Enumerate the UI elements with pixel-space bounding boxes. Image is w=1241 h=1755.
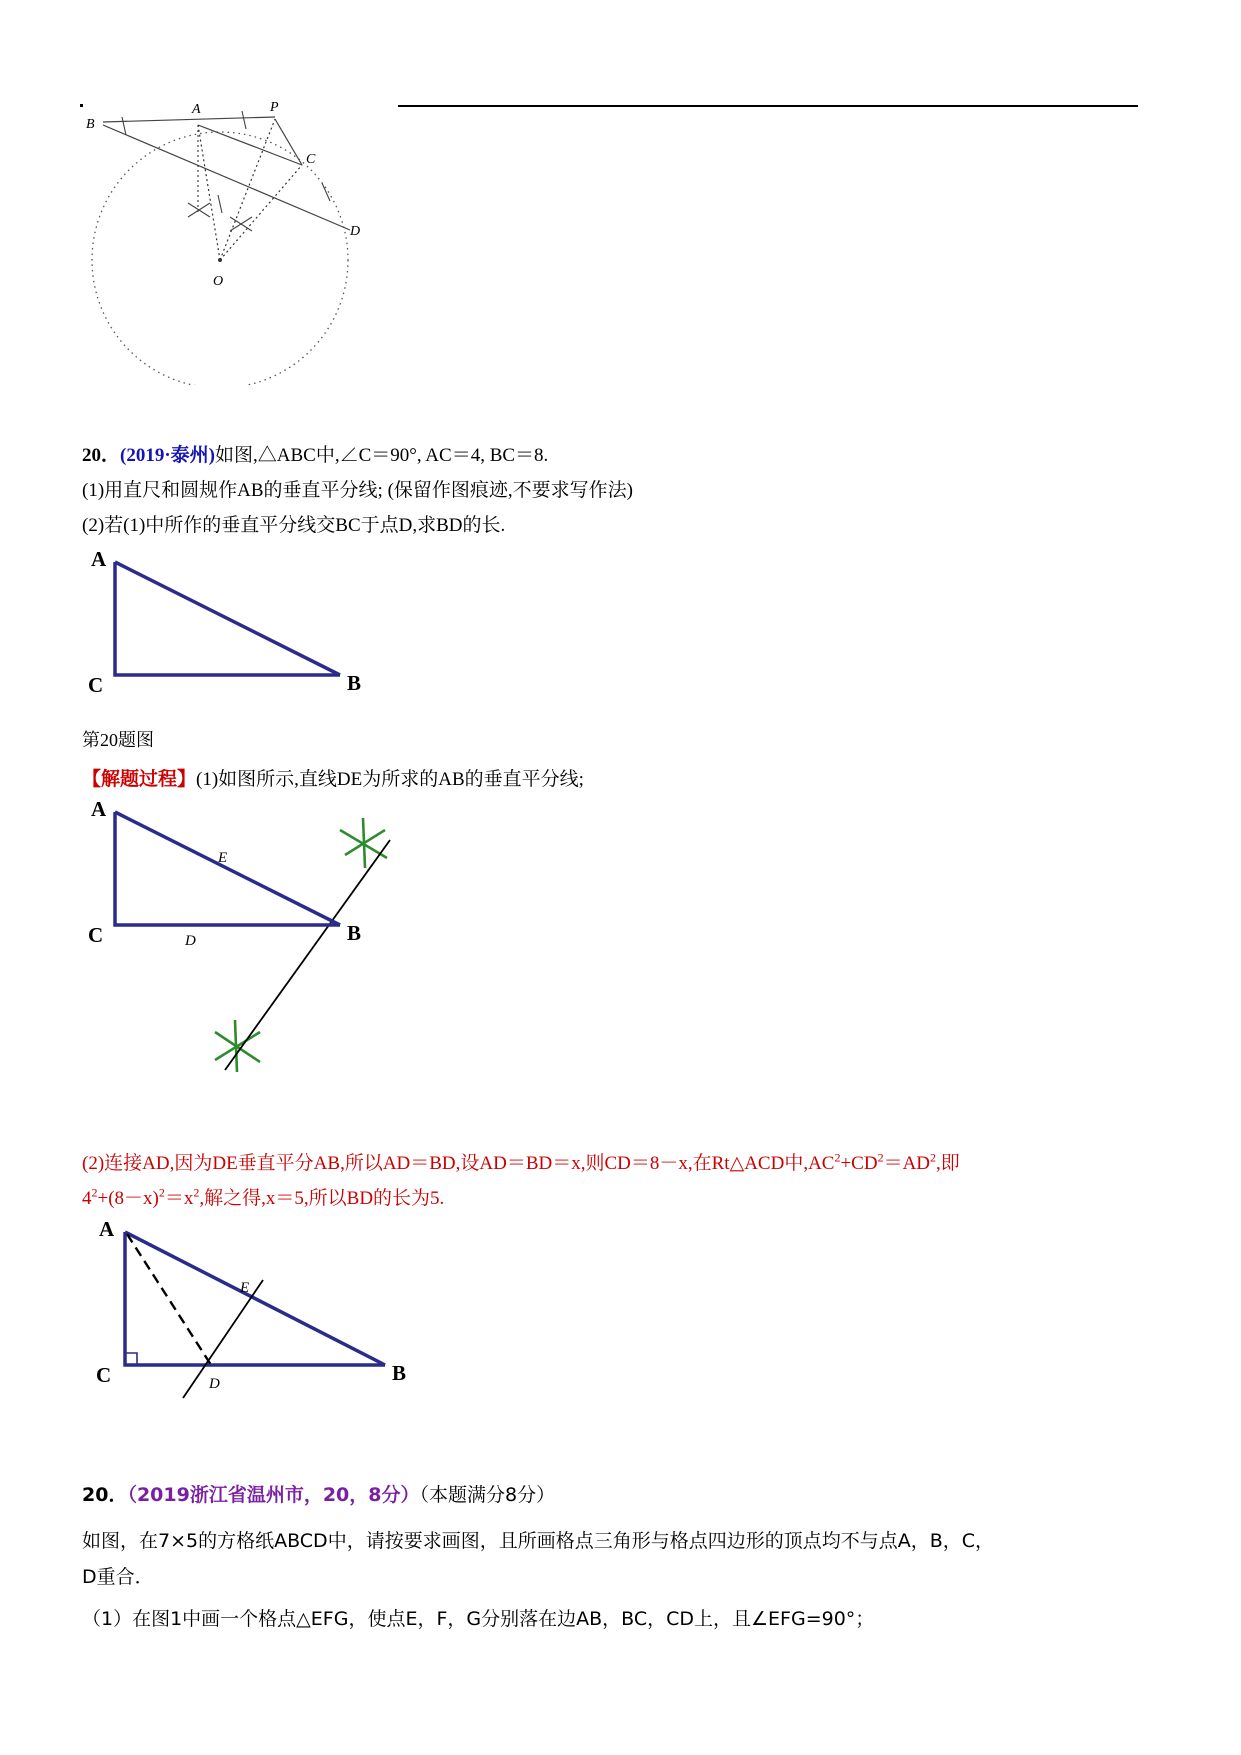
solution-3-sup1: 2 <box>91 1185 98 1200</box>
figure-perpendicular-bisector <box>85 800 425 1090</box>
problem20-wenzhou-header <box>82 1480 555 1507</box>
solution-3-part1: 4 <box>82 1188 92 1209</box>
svg-text:E: E <box>240 1280 250 1296</box>
solution-2-part3: ＝AD <box>883 1153 931 1174</box>
problem-number-wenzhou: 20． <box>82 1484 128 1506</box>
solution-text-2 <box>82 1148 960 1175</box>
problem20-wenzhou-line3: （1）在图1中画一个格点△EFG，使点E，F，G分别落在边AB，BC，CD上，且∠EFG=90°； <box>82 1608 875 1630</box>
svg-text:B: B <box>347 921 362 945</box>
problem20-taizhou-header <box>82 440 548 467</box>
problem20-part1: (1)用直尺和圆规作AB的垂直平分线; (保留作图痕迹,不要求写作法) <box>82 480 633 501</box>
solution-2-sup2: 2 <box>877 1150 884 1165</box>
svg-text:C: C <box>306 152 316 167</box>
problem-number: 20． <box>82 445 121 466</box>
svg-text:C: C <box>88 923 104 947</box>
svg-text:A: A <box>91 800 107 821</box>
solution-2-sup3: 2 <box>930 1150 937 1165</box>
svg-text:D: D <box>209 1376 220 1392</box>
header-rule <box>398 105 1138 107</box>
svg-text:A: A <box>99 1220 115 1241</box>
svg-text:B: B <box>392 1361 407 1385</box>
solution-text-3 <box>82 1183 444 1210</box>
solution-2-part1: (2)连接AD,因为DE垂直平分AB,所以AD＝BD,设AD＝BD＝x,则CD＝8－x,在Rt△ACD中,AC <box>82 1153 835 1174</box>
solution-heading: 【解题过程】 <box>82 769 197 790</box>
problem-source-wenzhou: （2019浙江省温州市，20，8分） <box>127 1484 420 1506</box>
svg-text:P: P <box>270 100 279 115</box>
solution-3-part2: +(8－x) <box>97 1188 159 1209</box>
svg-text:O: O <box>213 274 224 289</box>
svg-text:C: C <box>88 673 104 695</box>
svg-text:E: E <box>218 850 228 866</box>
solution-2-part4: ,即 <box>936 1153 960 1174</box>
problem20-wenzhou-line2: D重合． <box>82 1566 154 1588</box>
problem20-part2: (2)若(1)中所作的垂直平分线交BC于点D,求BD的长. <box>82 515 506 536</box>
problem-score-wenzhou: （本题满分8分） <box>419 1484 556 1506</box>
solution-2-part2: +CD <box>840 1153 878 1174</box>
svg-text:A: A <box>192 102 201 117</box>
svg-text:B: B <box>86 117 95 132</box>
solution-3-part3: ＝x <box>164 1188 194 1209</box>
svg-text:C: C <box>96 1363 112 1387</box>
problem-stem: 如图,△ABC中,∠C＝90°, AC＝4, BC＝8. <box>215 445 549 466</box>
svg-text:A: A <box>91 550 107 571</box>
figure-triangle-with-ad <box>95 1220 435 1400</box>
solution-3-part4: ,解之得,x＝5,所以BD的长为5. <box>199 1188 445 1209</box>
svg-text:B: B <box>347 671 362 695</box>
solution-text-1: (1)如图所示,直线DE为所求的AB的垂直平分线; <box>196 769 584 790</box>
problem-source: (2019·泰州) <box>120 445 216 466</box>
solution-2-sup1: 2 <box>834 1150 841 1165</box>
figure-triangle-abc <box>85 550 375 695</box>
solution-3-sup3: 2 <box>193 1185 200 1200</box>
svg-text:D: D <box>185 933 196 949</box>
problem20-wenzhou-line1: 如图，在7×5的方格纸ABCD中，请按要求画图，且所画格点三角形与格点四边形的顶点均不与点A，B，C， <box>82 1530 994 1552</box>
figure-caption-20: 第20题图 <box>82 730 154 750</box>
solution-line-1 <box>82 764 584 791</box>
svg-text:D: D <box>350 224 361 239</box>
figure-circle-construction <box>70 95 400 385</box>
solution-3-sup2: 2 <box>158 1185 165 1200</box>
